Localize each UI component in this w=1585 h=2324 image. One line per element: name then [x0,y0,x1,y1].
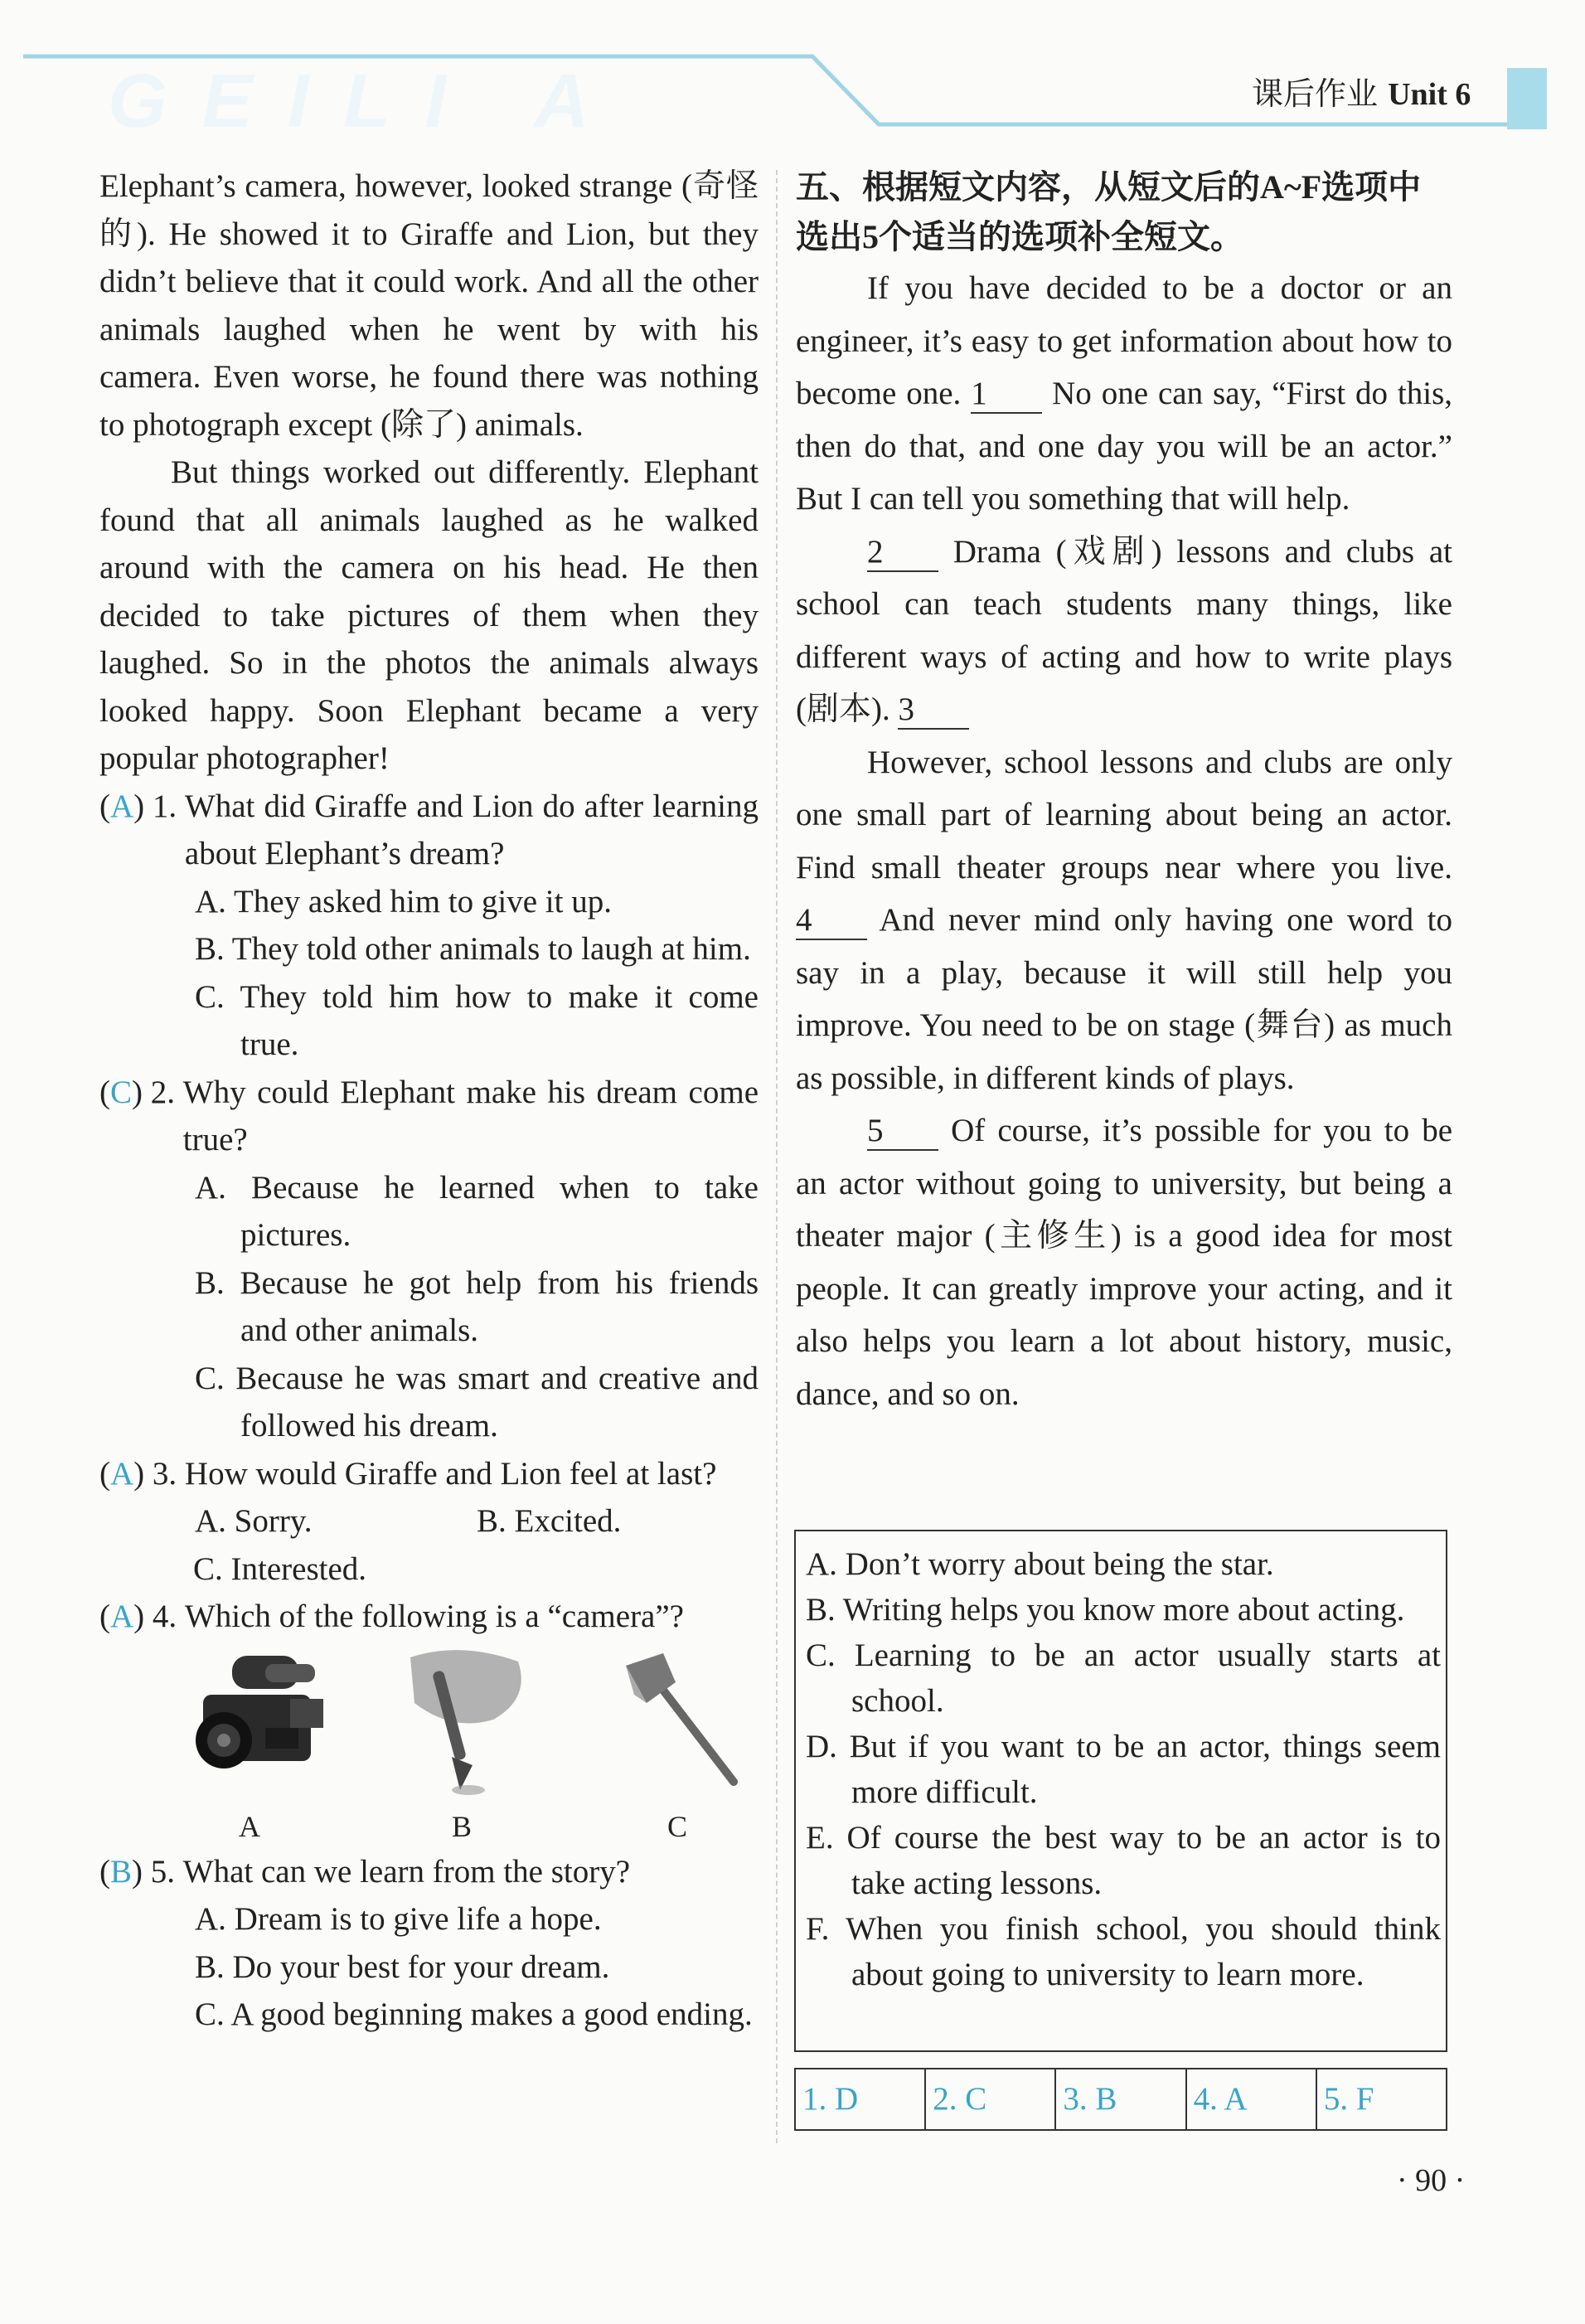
passage-p3-text-a: However, school lessons and clubs are only one small part of learning about being an actor. Find small theater groups near where you live. [796,744,1452,885]
axe-icon [618,1649,750,1790]
section-title-number: 5 [862,218,879,255]
picture-label-b: B [452,1809,473,1843]
header-watermark: GEILI A [108,59,624,143]
question-number-4: 4. [152,1599,177,1634]
camera-icon [187,1649,336,1790]
blank-4: 4 [796,902,867,940]
passage-p4-text: Of course, it’s possible for you to be an actor without going to university, but being a theater major (主修生) is a good idea for most people. It can greatly improve your acting, and it also helps you learn a lot about history, music, dance, and so on. [796,1113,1453,1412]
option-3c: C. Interested. [193,1550,367,1587]
section-title [796,163,1452,262]
passage-paragraph-2 [796,526,1452,736]
question-stem-3: How would Giraffe and Lion feel at last? [184,1455,717,1492]
choice-a: A. Don’t worry about being the star. [806,1546,1274,1582]
option-2a: A. Because he learned when to take pictures. [195,1169,759,1253]
paintbrush-icon [394,1641,535,1798]
answer-cell-5: 5. F [1323,2081,1374,2117]
passage-p2-text: Drama (戏剧) lessons and clubs at school can teach students many things, like different ways of acting and how to write plays (剧本). [796,533,1452,727]
blank-3: 3 [898,691,969,730]
question-number-3: 3. [152,1455,177,1492]
question-stem-1: What did Giraffe and Lion do after learning about Elephant’s dream? [184,788,759,871]
option-5b: B. Do your best for your dream. [195,1948,610,1985]
option-1b: B. They told other animals to laugh at him. [195,931,751,967]
passage-paragraph-3 [796,736,1452,1105]
option-2b: B. Because he got help from his friends and other animals. [195,1264,759,1348]
answer-cell-1: 1. D [796,2069,926,2129]
passage-p1-text-a: If you have decided to be a doctor or an engineer, it’s easy to get information about how to become one. [796,270,1452,411]
answer-bracket-3: (A) [99,1455,153,1492]
option-5c: C. A good beginning makes a good ending. [195,1997,753,2032]
section-title-range: A~F [1260,168,1322,206]
header-title-cn: 课后作业 [1252,75,1379,112]
page-number: · 90 · [1397,2163,1466,2198]
picture-label-a: A [239,1809,260,1843]
choice-b: B. Writing helps you know more about acting. [806,1592,1405,1628]
answer-2: C [110,1074,133,1110]
question-number-2: 2. [150,1074,176,1110]
passage-paragraph-1 [796,262,1452,526]
question-number-5: 5. [150,1853,176,1890]
option-3a: A. Sorry. [195,1503,313,1539]
answer-cell-2: 2. C [926,2069,1056,2129]
blank-2: 2 [867,534,938,572]
passage-paragraph-4 [796,1104,1452,1420]
header-color-block [1507,68,1547,129]
passage-p1-text-b: No one can say, “First do this, then do that, and one day you will be an actor.” But I can tell you something that will help. [796,376,1452,517]
question-2 [99,1069,759,1450]
question-stem-2: Why could Elephant make his dream come true? [182,1074,759,1157]
answer-1: A [110,788,134,824]
column-divider [776,170,778,2143]
answer-cell-4: 4. A [1187,2069,1317,2129]
answer-cell-3: 3. B [1056,2069,1186,2129]
answer-bracket-5: (B) [99,1853,151,1890]
option-5a: A. Dream is to give life a hope. [195,1901,602,1937]
option-1a: A. They asked him to give it up. [195,883,612,919]
option-3b: B. Excited. [477,1503,622,1539]
question-4 [99,1593,759,1848]
story-paragraph-1: Elephant’s camera, however, looked strange (奇怪的). He showed it to Giraffe and Lion, but they didn’t believe that it could work. And all the other animals laughed when he went by with his camera. Even worse, he found there was nothing to photograph except (除了) animals. [99,168,759,443]
choices-box [794,1530,1447,2052]
answer-table [794,2068,1447,2131]
passage-p3-text-b: And never mind only having one word to say in a play, because it will still help you improve. You need to be on stage (舞台) as much as possible, in different kinds of plays. [796,902,1452,1096]
answer-4: A [110,1599,134,1634]
option-1c: C. They told him how to make it come true. [195,978,759,1062]
question-stem-5: What can we learn from the story? [182,1853,631,1890]
left-column [99,163,759,2039]
answer-3: A [110,1455,134,1492]
section-title-part-2: 选项中选出 [796,168,1422,256]
story-paragraph-2: But things worked out differently. Elephant found that all animals laughed as he walked around with the camera on his head. He then decided to take pictures of them when they laughed. So in the photos the animals always looked happy. Soon Elephant became a very popular photographer! [99,454,759,776]
answer-bracket-4: (A) [99,1599,153,1634]
options-row-3 [99,1497,759,1545]
blank-1: 1 [971,376,1042,414]
blank-5: 5 [867,1113,938,1151]
option-2c: C. Because he was smart and creative and followed his dream. [195,1360,759,1443]
question-stem-4: Which of the following is a “camera”? [184,1599,684,1634]
section-title-part-1: 五、根据短文内容，从短文后的 [796,168,1260,206]
right-column [796,163,1452,1420]
header-title-unit: Unit 6 [1388,77,1471,112]
question-number-1: 1. [152,788,177,824]
question-5 [99,1848,759,2039]
question-1 [99,783,759,1069]
answer-bracket-2: (C) [99,1074,151,1110]
picture-label-c: C [667,1809,688,1843]
page-header-title [1252,68,1471,114]
picture-options [99,1641,759,1848]
answer-5: B [110,1853,133,1890]
choice-d: D. But if you want to be an actor, things seem more difficult. [806,1729,1441,1810]
answer-bracket-1: (A) [99,788,153,824]
section-title-part-3: 个适当的选项补全短文。 [879,218,1243,256]
choice-f: F. When you finish school, you should think about going to university to learn more. [806,1911,1441,1992]
choice-e: E. Of course the best way to be an actor is to take acting lessons. [806,1820,1441,1901]
choice-c: C. Learning to be an actor usually starts at school. [806,1637,1441,1719]
question-3 [99,1450,759,1594]
